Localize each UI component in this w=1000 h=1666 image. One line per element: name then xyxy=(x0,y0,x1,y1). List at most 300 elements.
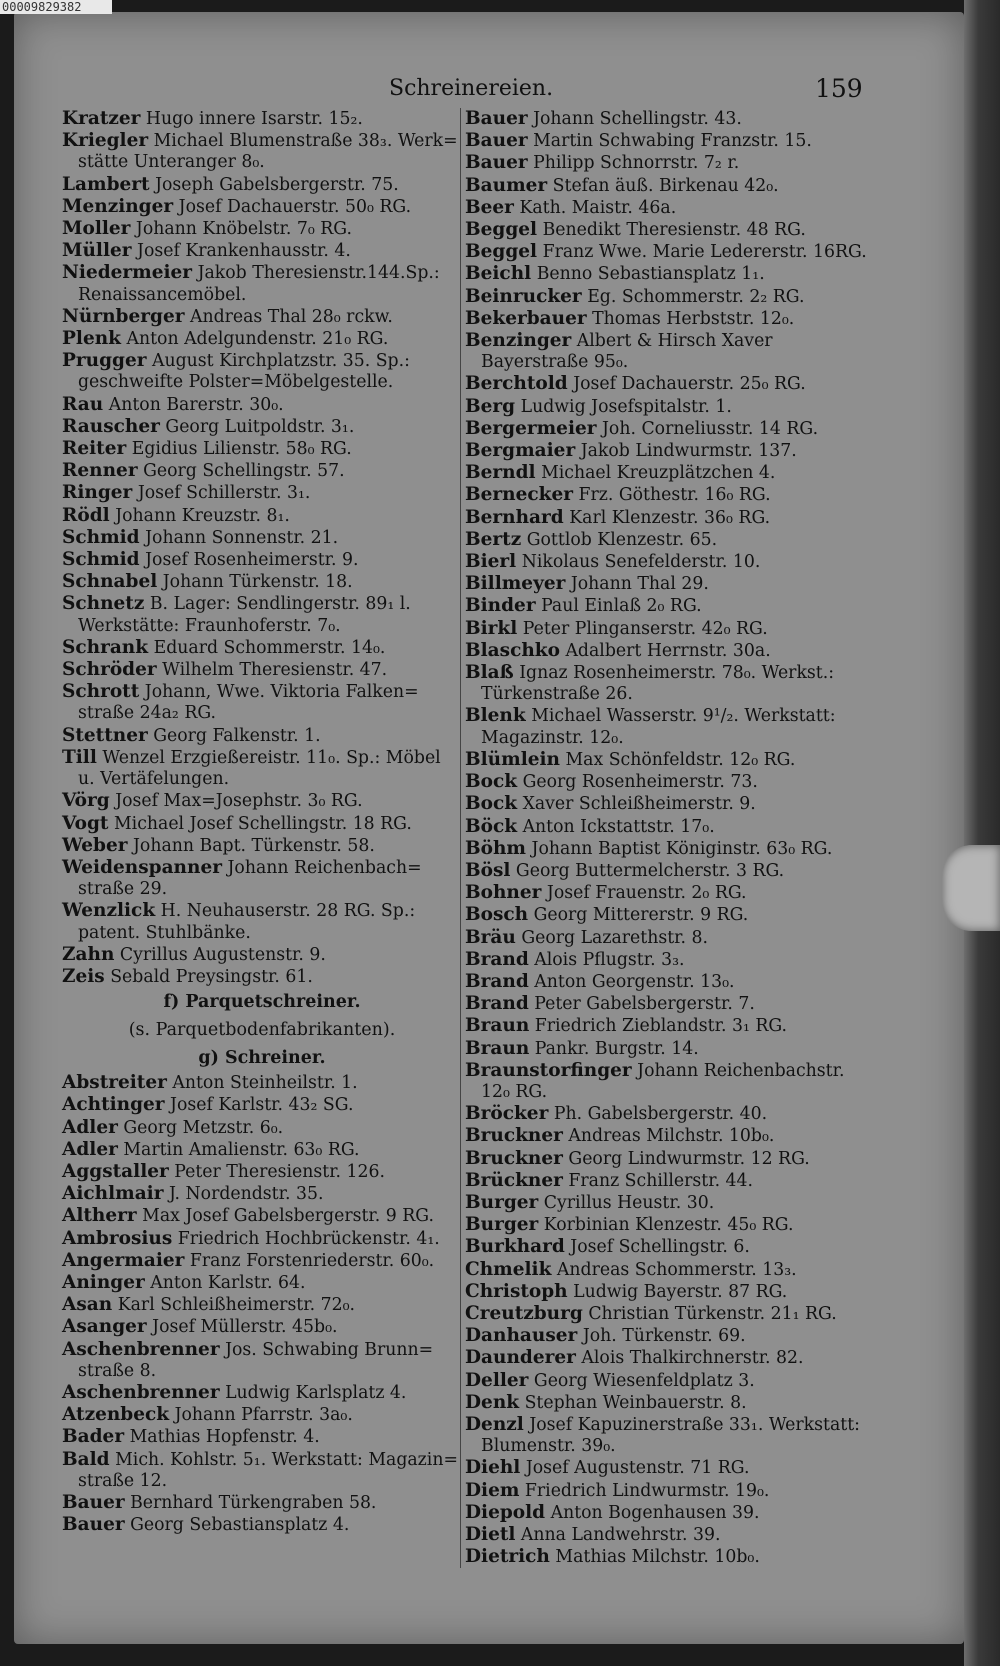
entry-details: Georg Schellingstr. 57. xyxy=(143,461,345,482)
entry-details: Karl Schleißheimerstr. 72₀. xyxy=(117,1295,356,1316)
entry-continuation: Blumenstr. 39₀. xyxy=(481,1436,616,1457)
entry-continuation: Magazinstr. 12₀. xyxy=(481,727,624,748)
entry-name: Adler xyxy=(62,1116,118,1138)
entry-name: Brand xyxy=(465,970,529,992)
directory-entry xyxy=(62,1161,462,1183)
directory-entry xyxy=(465,595,875,617)
directory-entry xyxy=(465,1502,875,1524)
directory-entry xyxy=(465,440,875,462)
entry-name: Blümlein xyxy=(465,748,560,770)
entry-name: Till xyxy=(62,746,97,768)
entry-name: Bierl xyxy=(465,551,517,573)
page-number: 159 xyxy=(815,74,863,103)
entry-details: Max Schönfeldstr. 12₀ RG. xyxy=(565,749,796,770)
entry-continuation: straße 8. xyxy=(78,1360,157,1381)
entry-name: Bock xyxy=(465,771,518,793)
entry-details: Georg Lindwurmstr. 12 RG. xyxy=(568,1148,810,1169)
directory-entry xyxy=(62,1514,462,1536)
directory-entry xyxy=(62,460,462,482)
entry-name: Bauer xyxy=(465,152,528,174)
entry-name: Bösl xyxy=(465,859,511,881)
entry-name: Niedermeier xyxy=(62,262,193,284)
entry-name: Rauscher xyxy=(62,415,160,437)
entry-continuation: Werkstätte: Fraunhoferstr. 7₀. xyxy=(78,615,341,636)
directory-entry xyxy=(465,1524,875,1546)
entry-name: Blaß xyxy=(465,662,514,684)
entry-details: Anton Bogenhausen 39. xyxy=(550,1502,760,1523)
directory-entry xyxy=(62,1072,462,1094)
entry-details: Josef Schillerstr. 3₁. xyxy=(137,483,311,504)
entry-details: Johann Baptist Königinstr. 63₀ RG. xyxy=(531,838,833,859)
entry-name: Diem xyxy=(465,1479,520,1501)
entry-name: Dietrich xyxy=(465,1546,550,1568)
directory-entry xyxy=(62,218,462,240)
directory-entry xyxy=(465,507,875,529)
entry-details: Johann Reichenbach= xyxy=(227,857,422,878)
directory-entry xyxy=(465,793,875,815)
directory-entry xyxy=(62,350,462,372)
entry-details: Peter Theresienstr. 126. xyxy=(174,1161,386,1182)
directory-entry xyxy=(62,1492,462,1514)
entry-details: Anton Adelgundenstr. 21₀ RG. xyxy=(126,329,389,350)
book-spine-edge xyxy=(964,0,1000,1666)
directory-entry xyxy=(62,1272,462,1294)
entry-name: Abstreiter xyxy=(62,1072,167,1094)
entry-details: Jakob Lindwurmstr. 137. xyxy=(580,441,797,462)
entry-details: Georg Buttermelcherstr. 3 RG. xyxy=(515,860,785,881)
entry-details: Egidius Lilienstr. 58₀ RG. xyxy=(131,439,352,460)
entry-details: Joseph Gabelsbergerstr. 75. xyxy=(155,174,399,195)
entry-details: Karl Klenzestr. 36₀ RG. xyxy=(569,507,771,528)
entry-name: Wenzlick xyxy=(62,900,156,922)
page-header-title: Schreinereien. xyxy=(389,76,554,101)
entry-name: Christoph xyxy=(465,1280,568,1302)
directory-entry xyxy=(62,593,462,615)
entry-details: Johann Türkenstr. 18. xyxy=(162,572,353,593)
entry-name: Bader xyxy=(62,1426,125,1448)
entry-name: Braunstorfinger xyxy=(465,1059,632,1081)
entry-details: Stefan äuß. Birkenau 42₀. xyxy=(552,175,779,196)
entry-continuation: straße 12. xyxy=(78,1470,168,1491)
entry-name: Beer xyxy=(465,196,514,218)
entry-name: Rödl xyxy=(62,504,110,526)
entry-details: B. Lager: Sendlingerstr. 89₁ l. xyxy=(149,594,411,615)
entry-continuation: u. Vertäfelungen. xyxy=(78,769,230,790)
directory-entry xyxy=(62,416,462,438)
directory-entry xyxy=(62,681,462,703)
entry-continuation: geschweifte Polster=Möbelgestelle. xyxy=(78,372,394,393)
entry-name: Weidenspanner xyxy=(62,856,222,878)
entry-details: Georg Mittererstr. 9 RG. xyxy=(533,905,749,926)
entry-name: Altherr xyxy=(62,1205,137,1227)
directory-entry xyxy=(62,1404,462,1426)
entry-details: Wenzel Erzgießereistr. 11₀. Sp.: Möbel xyxy=(102,747,441,768)
entry-details: Mich. Kohlstr. 5₁. Werkstatt: Magazin= xyxy=(115,1449,458,1470)
entry-details: Andreas Schommerstr. 13₃. xyxy=(556,1259,797,1280)
directory-entry xyxy=(62,394,462,416)
entry-details: Eduard Schommerstr. 14₀. xyxy=(153,637,386,658)
entry-details: Jakob Theresienstr.144.Sp.: xyxy=(197,263,440,284)
entry-details: Georg Luitpoldstr. 3₁. xyxy=(165,416,355,437)
directory-entry xyxy=(465,330,875,352)
directory-entry xyxy=(62,1426,462,1448)
entry-details: Anton Steinheilstr. 1. xyxy=(172,1073,358,1094)
entry-details: Josef Frauenstr. 2₀ RG. xyxy=(546,883,747,904)
entry-details: Johann Kreuzstr. 8₁. xyxy=(115,505,290,526)
entry-details: Johann Pfarrstr. 3a₀. xyxy=(174,1405,353,1426)
entry-name: Böck xyxy=(465,815,518,837)
directory-entry xyxy=(62,1205,462,1227)
book-page xyxy=(14,12,964,1644)
entry-name: Beggel xyxy=(465,241,538,263)
entry-name: Bruckner xyxy=(465,1147,563,1169)
directory-entry xyxy=(62,900,462,922)
entry-name: Bauer xyxy=(465,108,528,129)
directory-entry xyxy=(62,1228,462,1250)
entry-details: Josef Max=Josephstr. 3₀ RG. xyxy=(115,791,363,812)
entry-details: Christian Türkenstr. 21₁ RG. xyxy=(588,1303,837,1324)
entry-details: Joh. Corneliusstr. 14 RG. xyxy=(602,418,819,439)
directory-entry xyxy=(465,573,875,595)
entry-name: Schnetz xyxy=(62,593,145,615)
entry-name: Aninger xyxy=(62,1271,145,1293)
directory-entry xyxy=(62,835,462,857)
entry-name: Stettner xyxy=(62,724,148,746)
directory-entry xyxy=(465,1457,875,1479)
directory-entry xyxy=(62,328,462,350)
directory-entry xyxy=(62,1294,462,1316)
entry-details: Josef Augustenstr. 71 RG. xyxy=(525,1458,750,1479)
entry-name: Zahn xyxy=(62,943,115,965)
directory-entry xyxy=(62,108,462,130)
entry-details: Georg Rosenheimerstr. 73. xyxy=(522,772,758,793)
entry-name: Creutzburg xyxy=(465,1302,583,1324)
entry-details: Ph. Gabelsbergerstr. 40. xyxy=(553,1104,768,1125)
entry-details: Jos. Schwabing Brunn= xyxy=(225,1339,434,1360)
entry-details: Peter Plinganserstr. 42₀ RG. xyxy=(522,618,768,639)
entry-name: Burkhard xyxy=(465,1236,565,1258)
entry-details: Peter Gabelsbergerstr. 7. xyxy=(534,994,755,1015)
directory-entry xyxy=(62,637,462,659)
entry-name: Birkl xyxy=(465,617,518,639)
page-clip xyxy=(942,845,1000,931)
entry-details: Josef Schellingstr. 6. xyxy=(570,1237,750,1258)
entry-details: Cyrillus Heustr. 30. xyxy=(543,1192,715,1213)
entry-name: Moller xyxy=(62,218,131,240)
entry-details: Georg Falkenstr. 1. xyxy=(153,725,321,746)
entry-name: Schmid xyxy=(62,549,140,571)
entry-name: Danhauser xyxy=(465,1325,578,1347)
entry-name: Bergermeier xyxy=(465,417,597,439)
directory-entry xyxy=(465,1480,875,1502)
directory-entry xyxy=(465,662,875,684)
directory-entry xyxy=(465,1170,875,1192)
entry-details: August Kirchplatzstr. 35. Sp.: xyxy=(152,351,410,372)
entry-name: Schmid xyxy=(62,526,140,548)
entry-details: Martin Schwabing Franzstr. 15. xyxy=(533,131,812,152)
directory-entry xyxy=(62,1382,462,1404)
entry-name: Berg xyxy=(465,395,516,417)
entry-name: Aichlmair xyxy=(62,1183,164,1205)
directory-entry xyxy=(62,1117,462,1139)
entry-name: Aschenbrenner xyxy=(62,1338,220,1360)
directory-entry xyxy=(465,1236,875,1258)
entry-name: Weber xyxy=(62,834,128,856)
directory-entry xyxy=(465,1370,875,1392)
entry-details: Anna Landwehrstr. 39. xyxy=(520,1525,721,1545)
entry-name: Asanger xyxy=(62,1316,147,1338)
entry-details: Josef Karlstr. 43₂ SG. xyxy=(170,1095,354,1116)
directory-entry xyxy=(62,527,462,549)
entry-name: Bernhard xyxy=(465,506,564,528)
entry-name: Aschenbrenner xyxy=(62,1381,220,1403)
entry-details: Anton Karlstr. 64. xyxy=(150,1272,306,1293)
entry-details: Sebald Preysingstr. 61. xyxy=(110,966,313,987)
entry-name: Denzl xyxy=(465,1413,524,1435)
directory-entry xyxy=(62,1449,462,1471)
directory-entry xyxy=(62,306,462,328)
entry-name: Billmeyer xyxy=(465,573,566,595)
entry-details: Hugo innere Isarstr. 15₂. xyxy=(145,109,363,129)
entry-name: Kriegler xyxy=(62,130,149,152)
entry-details: Gottlob Klenzestr. 65. xyxy=(526,529,718,550)
entry-details: Mathias Milchstr. 10b₀. xyxy=(555,1547,760,1568)
entry-name: Bauer xyxy=(465,130,528,152)
entry-details: Anton Barerstr. 30₀. xyxy=(108,394,284,415)
directory-entry xyxy=(62,196,462,218)
directory-entry xyxy=(465,108,875,130)
entry-details: J. Nordendstr. 35. xyxy=(168,1184,324,1205)
directory-entry xyxy=(465,1214,875,1236)
entry-details: Alois Pflugstr. 3₃. xyxy=(534,949,685,970)
entry-name: Burger xyxy=(465,1214,539,1236)
entry-name: Bräu xyxy=(465,926,516,948)
entry-continuation: patent. Stuhlbänke. xyxy=(78,922,251,943)
entry-name: Bekerbauer xyxy=(465,307,587,329)
directory-entry xyxy=(62,1094,462,1116)
entry-details: Johann Reichenbachstr. xyxy=(637,1060,845,1081)
entry-name: Brand xyxy=(465,948,529,970)
entry-details: Ludwig Karlsplatz 4. xyxy=(225,1382,407,1403)
entry-name: Brand xyxy=(465,993,529,1015)
entry-continuation: 12₀ RG. xyxy=(481,1081,548,1102)
entry-name: Bertz xyxy=(465,528,522,550)
entry-name: Bröcker xyxy=(465,1103,549,1125)
entry-details: Mathias Hopfenstr. 4. xyxy=(129,1427,320,1448)
entry-details: Cyrillus Augustenstr. 9. xyxy=(119,944,326,965)
entry-name: Binder xyxy=(465,595,536,617)
entry-details: Josef Dachauerstr. 50₀ RG. xyxy=(178,196,412,217)
entry-name: Plenk xyxy=(62,328,121,350)
directory-entry xyxy=(465,1015,875,1037)
entry-name: Schröder xyxy=(62,659,157,681)
directory-entry xyxy=(62,482,462,504)
entry-continuation: Bayerstraße 95₀. xyxy=(481,352,629,373)
entry-details: Michael Blumenstraße 38₃. Werk= xyxy=(153,131,458,152)
directory-entry xyxy=(465,640,875,662)
entry-name: Kratzer xyxy=(62,108,141,129)
directory-entry xyxy=(465,130,875,152)
entry-details: Andreas Thal 28₀ rckw. xyxy=(189,306,393,327)
section-heading: g) Schreiner. xyxy=(198,1048,326,1069)
entry-name: Diehl xyxy=(465,1457,521,1479)
entry-details: Benno Sebastiansplatz 1₁. xyxy=(536,264,765,285)
directory-entry xyxy=(62,1250,462,1272)
entry-details: Georg Metzstr. 6₀. xyxy=(123,1117,284,1138)
directory-entry xyxy=(465,904,875,926)
entry-name: Berchtold xyxy=(465,373,568,395)
entry-details: Josef Dachauerstr. 25₀ RG. xyxy=(573,374,806,395)
entry-name: Beichl xyxy=(465,263,532,285)
entry-details: Adalbert Herrnstr. 30a. xyxy=(565,640,771,661)
directory-entry xyxy=(465,1281,875,1303)
entry-details: Stephan Weinbauerstr. 8. xyxy=(524,1392,747,1413)
directory-entry xyxy=(62,1139,462,1161)
entry-details: Johann, Wwe. Viktoria Falken= xyxy=(144,682,419,703)
entry-name: Ambrosius xyxy=(62,1227,173,1249)
directory-entry xyxy=(465,1303,875,1325)
directory-entry xyxy=(465,462,875,484)
entry-details: Paul Einlaß 2₀ RG. xyxy=(541,596,702,617)
entry-details: Bernhard Türkengraben 58. xyxy=(130,1492,377,1513)
entry-name: Achtinger xyxy=(62,1094,165,1116)
entry-name: Bohner xyxy=(465,882,542,904)
directory-entry xyxy=(62,944,462,966)
entry-name: Deller xyxy=(465,1369,529,1391)
directory-entry xyxy=(465,529,875,551)
directory-entry xyxy=(465,1392,875,1414)
directory-entry xyxy=(62,790,462,812)
entry-details: Anton Georgenstr. 13₀. xyxy=(534,971,735,992)
directory-entry xyxy=(465,396,875,418)
entry-details: Friedrich Zieblandstr. 3₁ RG. xyxy=(534,1016,788,1037)
directory-entry xyxy=(465,1192,875,1214)
entry-name: Braun xyxy=(465,1037,530,1059)
directory-entry xyxy=(465,1414,875,1436)
directory-entry xyxy=(465,1148,875,1170)
directory-entry xyxy=(465,1259,875,1281)
entry-details: Frz. Göthestr. 16₀ RG. xyxy=(578,485,771,506)
entry-continuation: Renaissancemöbel. xyxy=(78,284,247,305)
entry-details: Georg Wiesenfeldplatz 3. xyxy=(533,1370,755,1391)
entry-details: Pankr. Burgstr. 14. xyxy=(534,1038,699,1059)
entry-details: Michael Josef Schellingstr. 18 RG. xyxy=(113,813,412,834)
entry-details: Alois Thalkirchnerstr. 82. xyxy=(581,1348,804,1369)
entry-name: Dietl xyxy=(465,1524,516,1545)
entry-name: Bald xyxy=(62,1448,110,1470)
entry-continuation: stätte Unteranger 8₀. xyxy=(78,152,265,173)
entry-name: Lambert xyxy=(62,173,150,195)
entry-name: Prugger xyxy=(62,350,147,372)
directory-entry xyxy=(465,993,875,1015)
entry-name: Renner xyxy=(62,460,138,482)
entry-name: Menzinger xyxy=(62,195,174,217)
entry-name: Bauer xyxy=(62,1514,125,1536)
entry-details: Wilhelm Theresienstr. 47. xyxy=(162,660,388,681)
section-heading: f) Parquetschreiner. xyxy=(163,992,361,1013)
entry-name: Chmelik xyxy=(465,1258,552,1280)
entry-details: Michael Wasserstr. 9¹/₂. Werkstatt: xyxy=(531,706,836,727)
entry-name: Blenk xyxy=(465,705,526,727)
entry-details: H. Neuhauserstr. 28 RG. Sp.: xyxy=(160,901,416,922)
entry-details: Johann Bapt. Türkenstr. 58. xyxy=(133,835,375,856)
directory-entry xyxy=(465,860,875,882)
directory-entry xyxy=(465,618,875,640)
entry-name: Bock xyxy=(465,793,518,815)
entry-name: Bosch xyxy=(465,904,529,926)
entry-name: Baumer xyxy=(465,174,548,196)
directory-entry xyxy=(465,927,875,949)
directory-entry xyxy=(465,771,875,793)
directory-entry xyxy=(465,749,875,771)
entry-details: Johann Sonnenstr. 21. xyxy=(145,527,339,548)
entry-name: Bruckner xyxy=(465,1125,563,1147)
entry-name: Vogt xyxy=(62,812,109,834)
entry-details: Friedrich Hochbrückenstr. 4₁. xyxy=(177,1228,440,1249)
directory-entry xyxy=(465,551,875,573)
entry-details: Ludwig Josefspitalstr. 1. xyxy=(520,396,732,417)
entry-name: Schrank xyxy=(62,636,149,658)
entry-name: Adler xyxy=(62,1138,118,1160)
entry-details: Friedrich Lindwurmstr. 19₀. xyxy=(524,1480,770,1501)
entry-details: Ignaz Rosenheimerstr. 78₀. Werkst.: xyxy=(519,663,835,684)
directory-entry xyxy=(62,438,462,460)
entry-name: Blaschko xyxy=(465,639,560,661)
directory-entry xyxy=(465,1325,875,1347)
entry-details: Korbinian Klenzestr. 45₀ RG. xyxy=(543,1215,794,1236)
directory-entry xyxy=(62,130,462,152)
entry-details: Max Josef Gabelsbergerstr. 9 RG. xyxy=(142,1206,434,1227)
entry-name: Brückner xyxy=(465,1169,563,1191)
entry-details: Philipp Schnorrstr. 7₂ r. xyxy=(533,153,740,174)
entry-name: Braun xyxy=(465,1015,530,1037)
archive-code: 00009829382 xyxy=(0,0,112,14)
directory-entry xyxy=(465,308,875,330)
directory-entry xyxy=(62,1183,462,1205)
directory-entry xyxy=(465,241,875,263)
directory-entry xyxy=(465,152,875,174)
directory-entry xyxy=(62,549,462,571)
directory-entry xyxy=(465,286,875,308)
left-column xyxy=(62,108,462,1536)
entry-name: Vörg xyxy=(62,790,110,812)
entry-details: Andreas Milchstr. 10b₀. xyxy=(568,1126,775,1147)
entry-name: Benzinger xyxy=(465,330,572,352)
directory-entry xyxy=(62,240,462,262)
directory-entry xyxy=(465,484,875,506)
directory-entry xyxy=(465,971,875,993)
entry-name: Nürnberger xyxy=(62,305,185,327)
entry-name: Beinrucker xyxy=(465,285,582,307)
entry-details: Franz Forstenriederstr. 60₀. xyxy=(189,1250,435,1271)
entry-name: Asan xyxy=(62,1294,113,1316)
entry-details: Josef Rosenheimerstr. 9. xyxy=(145,550,359,571)
entry-name: Müller xyxy=(62,240,132,262)
entry-name: Ringer xyxy=(62,482,133,504)
entry-name: Atzenbeck xyxy=(62,1404,170,1426)
entry-name: Schrott xyxy=(62,681,140,703)
entry-name: Bernecker xyxy=(465,484,573,506)
entry-continuation: straße 29. xyxy=(78,879,168,900)
entry-name: Angermaier xyxy=(62,1249,185,1271)
directory-entry xyxy=(62,966,462,988)
entry-details: Anton Ickstattstr. 17₀. xyxy=(522,816,715,837)
entry-details: Josef Müllerstr. 45b₀. xyxy=(152,1317,338,1338)
directory-entry xyxy=(465,705,875,727)
directory-entry xyxy=(62,262,462,284)
entry-name: Rau xyxy=(62,393,104,415)
directory-entry xyxy=(62,725,462,747)
